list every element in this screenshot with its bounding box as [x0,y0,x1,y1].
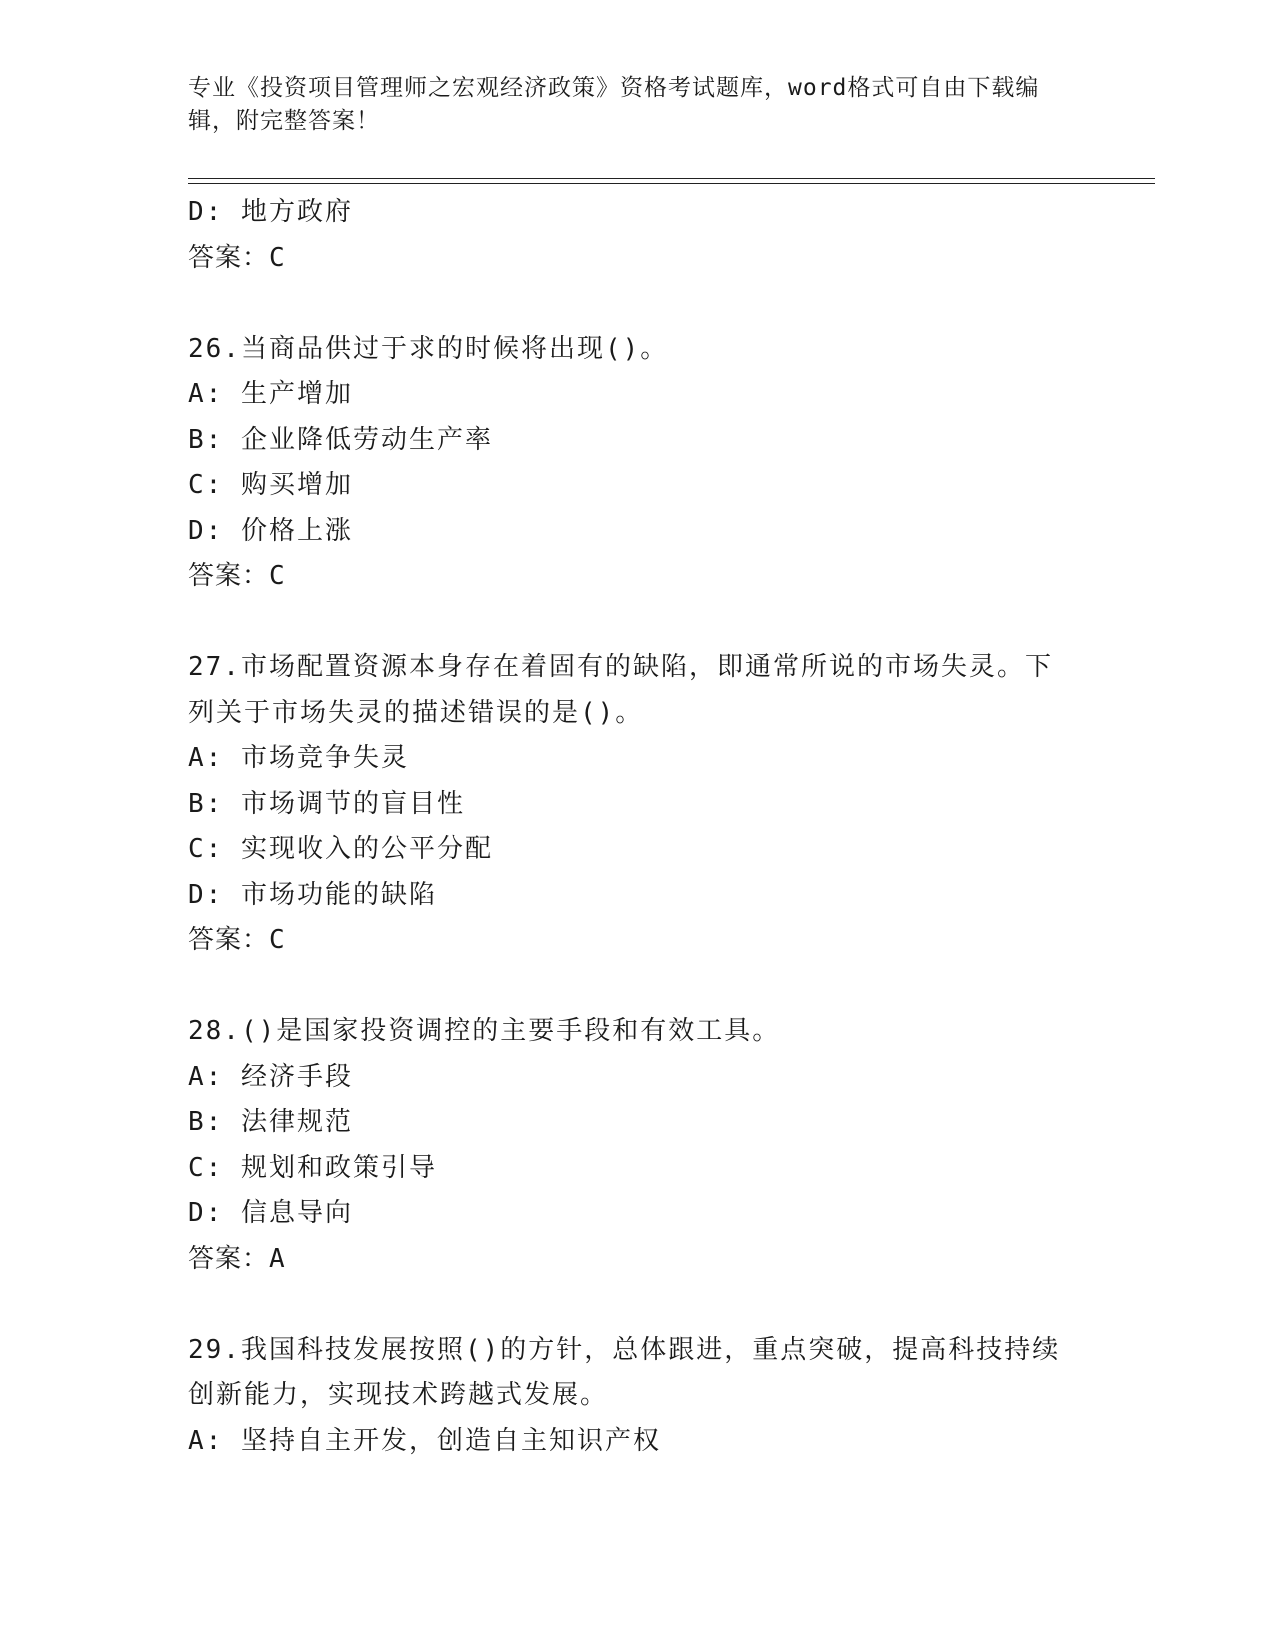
option-d: D: 信息导向 [188,1198,353,1228]
option-d: D: 地方政府 [188,197,353,227]
answer-label: 答案： [188,561,270,591]
option-b: B: 市场调节的盲目性 [188,788,465,819]
header-line-2: 辑，附完整答案！ [188,108,380,134]
option-a: A: 生产增加 [188,379,353,409]
answer-label: 答案： [188,242,270,273]
answer [188,554,1088,600]
option-b: B: 企业降低劳动生产率 [188,424,493,455]
spacer [188,1282,1088,1328]
option-c: C: 规划和政策引导 [188,1152,437,1183]
question-27-text-line-2: 列关于市场失灵的描述错误的是()。 [188,697,644,728]
answer [188,236,1088,282]
header-divider-top [188,178,1155,179]
answer-value: C [269,925,286,955]
document-header [188,72,1088,138]
answer-label: 答案： [188,1243,270,1274]
question-28-text: 28.()是国家投资调控的主要手段和有效工具。 [188,1016,781,1046]
spacer [188,281,1088,327]
option-c: C: 实现收入的公平分配 [188,834,493,864]
answer [188,918,1088,964]
option-b: B: 法律规范 [188,1107,353,1137]
answer-value: A [269,1243,286,1274]
answer-value: C [269,561,286,591]
question-29-text-line-1: 29.我国科技发展按照()的方针，总体跟进，重点突破，提高科技持续 [188,1334,1061,1365]
option-c: C: 购买增加 [188,470,353,500]
question-26-text: 26.当商品供过于求的时候将出现()。 [188,333,669,364]
header-divider-bottom [188,183,1155,184]
header-line-1: 专业《投资项目管理师之宏观经济政策》资格考试题库，word格式可自由下载编 [188,75,1040,101]
question-27-text-line-1: 27.市场配置资源本身存在着固有的缺陷，即通常所说的市场失灵。下 [188,652,1053,682]
question-list [188,190,1088,1464]
answer-value: C [269,242,286,273]
question-29-text-line-2: 创新能力，实现技术跨越式发展。 [188,1380,609,1410]
spacer [188,600,1088,646]
option-a: A: 经济手段 [188,1061,353,1092]
answer-label: 答案： [188,925,270,955]
answer [188,1237,1088,1283]
option-d: D: 价格上涨 [188,515,353,546]
option-a: A: 坚持自主开发，创造自主知识产权 [188,1425,661,1456]
spacer [188,964,1088,1010]
option-d: D: 市场功能的缺陷 [188,879,437,910]
option-a: A: 市场竞争失灵 [188,743,409,773]
